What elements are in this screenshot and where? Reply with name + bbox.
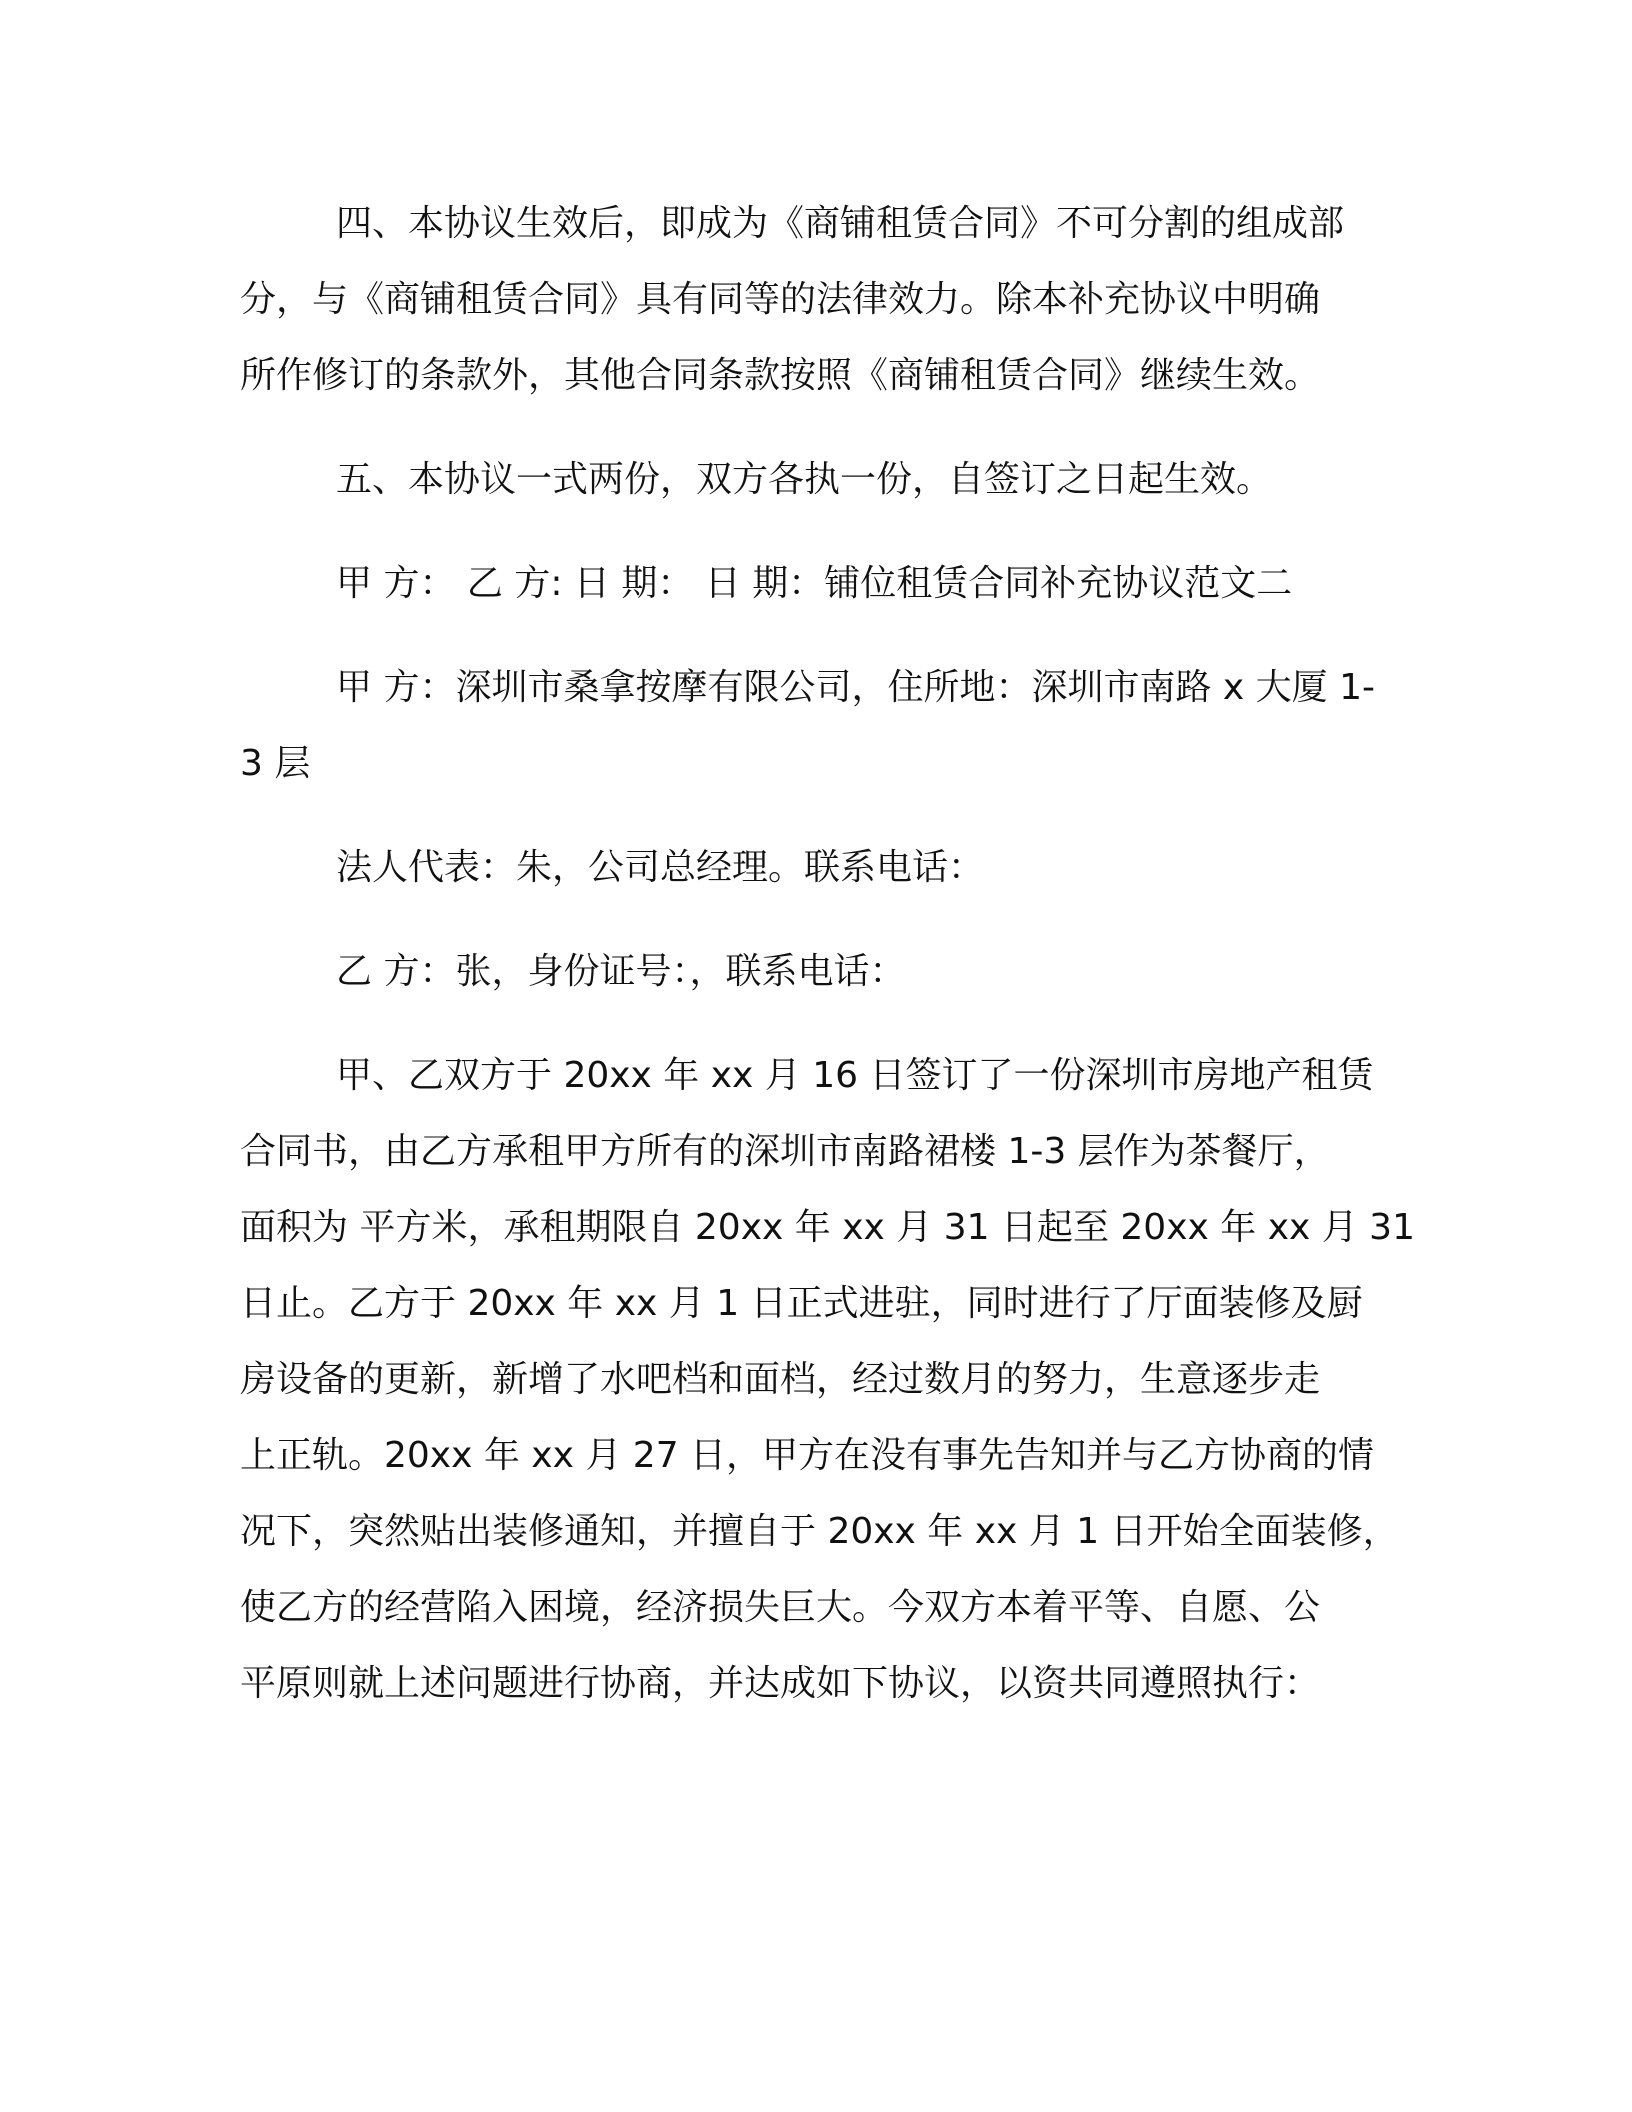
text-line: 房设备的更新，新增了水吧档和面档，经过数月的努力，生意逐步走: [240, 1359, 1321, 1400]
text-line: 所作修订的条款外，其他合同条款按照《商铺租赁合同》继续生效。: [240, 355, 1321, 396]
text-line: 合同书，由乙方承租甲方所有的深圳市南路裙楼 1-3 层作为茶餐厅，: [240, 1131, 1330, 1172]
background-paragraph: [240, 1038, 1415, 1722]
text-line: 五、本协议一式两份，双方各执一份，自签订之日起生效。: [336, 459, 1273, 500]
clause-5-paragraph: [240, 442, 1402, 518]
text-line: 面积为 平方米，承租期限自 20xx 年 xx 月 31 日起至 20xx 年 xx 月 31: [240, 1207, 1415, 1248]
legal-rep-paragraph: [240, 830, 1402, 906]
text-line: 甲 方：深圳市桑拿按摩有限公司，住所地：深圳市南路 x 大厦 1-: [336, 667, 1375, 708]
text-line: 四、本协议生效后，即成为《商铺租赁合同》不可分割的组成部: [336, 203, 1345, 244]
text-line: 上正轨。20xx 年 xx 月 27 日，甲方在没有事先告知并与乙方协商的情: [240, 1435, 1375, 1476]
text-line: 况下，突然贴出装修通知，并擅自于 20xx 年 xx 月 1 日开始全面装修，: [240, 1511, 1399, 1552]
text-line: 甲、乙双方于 20xx 年 xx 月 16 日签订了一份深圳市房地产租赁: [336, 1055, 1374, 1096]
document-body: [240, 186, 1415, 1750]
text-line: 乙 方：张，身份证号：，联系电话：: [336, 951, 906, 992]
text-line: 法人代表：朱，公司总经理。联系电话：: [336, 847, 985, 888]
party-a-paragraph: [240, 650, 1402, 802]
text-line: 日止。乙方于 20xx 年 xx 月 1 日正式进驻，同时进行了厅面装修及厨: [240, 1283, 1363, 1324]
text-line: 甲 方： 乙 方: 日 期： 日 期：铺位租赁合同补充协议范文二: [336, 563, 1293, 604]
signature-paragraph: [240, 546, 1402, 622]
text-line: 3 层: [240, 743, 311, 784]
party-b-paragraph: [240, 934, 1402, 1010]
text-line: 使乙方的经营陷入困境，经济损失巨大。今双方本着平等、自愿、公: [240, 1587, 1321, 1628]
text-line: 分，与《商铺租赁合同》具有同等的法律效力。除本补充协议中明确: [240, 279, 1321, 320]
clause-4-paragraph: [240, 186, 1402, 414]
text-line: 平原则就上述问题进行协商，并达成如下协议，以资共同遵照执行：: [240, 1663, 1321, 1704]
